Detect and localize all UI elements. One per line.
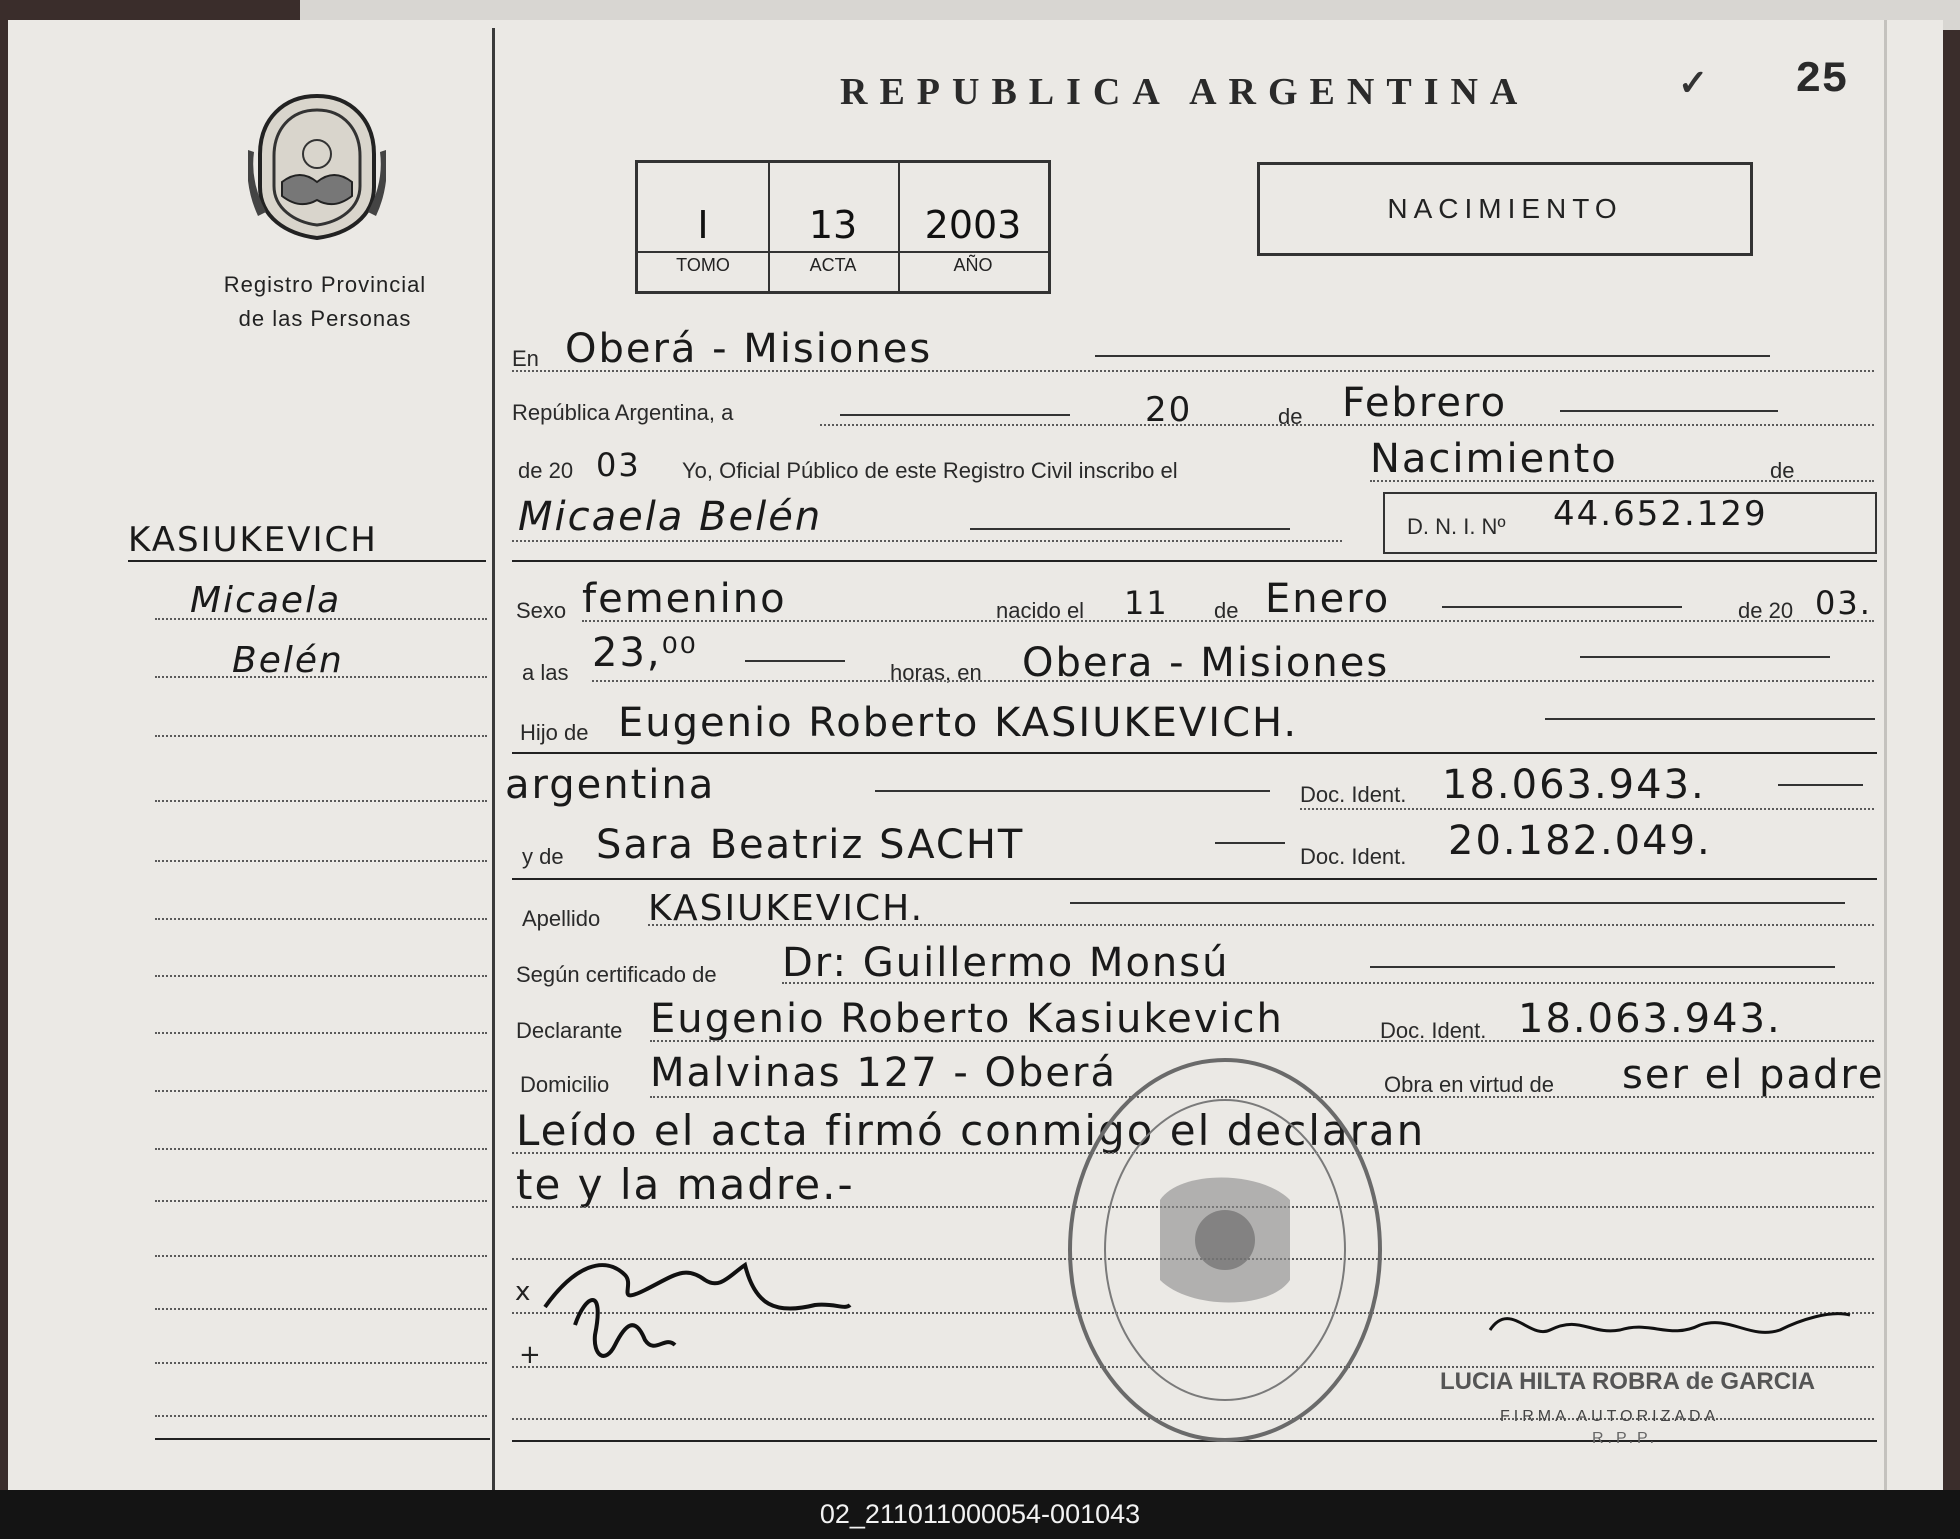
ano-label: AÑO bbox=[953, 255, 993, 275]
document-title: REPUBLICA ARGENTINA bbox=[840, 71, 1530, 113]
fill-line bbox=[875, 790, 1270, 792]
margin-line bbox=[155, 1200, 487, 1202]
section-rule bbox=[512, 752, 1877, 754]
official-role: FIRMA AUTORIZADA bbox=[1500, 1408, 1720, 1425]
section-rule bbox=[512, 878, 1877, 880]
svg-text:x: x bbox=[515, 1277, 531, 1307]
fill-line bbox=[1580, 656, 1830, 658]
mother-doc: 20.182.049. bbox=[1448, 818, 1712, 864]
apellido-value: KASIUKEVICH. bbox=[648, 888, 925, 929]
day-value: 20 bbox=[1145, 390, 1193, 430]
y-de-label: y de bbox=[522, 844, 564, 869]
official-text: Yo, Oficial Público de este Registro Civil inscribo el bbox=[682, 458, 1178, 483]
nacido-label: nacido el bbox=[996, 598, 1085, 623]
registry-label-line2: de las Personas bbox=[238, 306, 412, 331]
fill-line bbox=[1370, 966, 1835, 968]
margin-line bbox=[155, 975, 487, 977]
official-signature bbox=[1470, 1290, 1870, 1360]
doc-label-2: Doc. Ident. bbox=[1300, 844, 1407, 869]
republica-label: República Argentina, a bbox=[512, 400, 734, 425]
page-number: 25 bbox=[1795, 55, 1848, 105]
declarant-signatures bbox=[515, 1245, 855, 1375]
ano-value: 2003 bbox=[924, 203, 1022, 247]
form-line bbox=[820, 424, 1874, 426]
margin-first-name: Micaela bbox=[190, 580, 342, 621]
form-line bbox=[782, 982, 1874, 984]
a-las-label: a las bbox=[522, 660, 569, 685]
margin-line bbox=[155, 735, 487, 737]
record-type-box: NACIMIENTO bbox=[1257, 162, 1753, 256]
obra-value: ser el padre bbox=[1622, 1052, 1885, 1098]
dni-label: D. N. I. Nº bbox=[1407, 514, 1506, 539]
margin-line bbox=[155, 618, 487, 620]
child-name: Micaela Belén bbox=[518, 494, 823, 540]
margin-line bbox=[155, 1148, 487, 1150]
closing-line-1: Leído el acta firmó conmigo el declaran bbox=[516, 1106, 1426, 1155]
margin-rule-bottom bbox=[155, 1438, 490, 1440]
fill-line bbox=[1560, 410, 1778, 412]
obra-label: Obra en virtud de bbox=[1384, 1072, 1554, 1097]
acta-cell bbox=[768, 163, 900, 291]
fill-line bbox=[1070, 902, 1845, 904]
domicilio-value: Malvinas 127 - Oberá bbox=[650, 1050, 1117, 1096]
fill-line bbox=[1095, 355, 1770, 357]
dni-box bbox=[1383, 492, 1877, 554]
form-line bbox=[582, 620, 1874, 622]
mother-name: Sara Beatriz SACHT bbox=[596, 822, 1025, 868]
margin-line bbox=[155, 676, 487, 678]
margin-line bbox=[155, 1308, 487, 1310]
fill-line bbox=[745, 660, 845, 662]
father-doc: 18.063.943. bbox=[1442, 762, 1706, 808]
birth-year-prefix: de 20 bbox=[1738, 598, 1794, 623]
birth-hour: 23,⁰⁰ bbox=[592, 630, 698, 676]
margin-line bbox=[155, 1090, 487, 1092]
fill-line bbox=[1545, 718, 1875, 720]
year-value: 03 bbox=[596, 446, 641, 484]
ano-cell bbox=[898, 163, 1048, 291]
de-label-3: de bbox=[1214, 598, 1239, 623]
doc-label-3: Doc. Ident. bbox=[1380, 1018, 1487, 1043]
father-name: Eugenio Roberto KASIUKEVICH. bbox=[618, 700, 1299, 746]
right-margin-rule bbox=[1884, 20, 1887, 1490]
apellido-label: Apellido bbox=[522, 906, 601, 931]
de-label-2: de bbox=[1770, 458, 1795, 483]
birth-place: Obera - Misiones bbox=[1022, 640, 1390, 686]
provincial-coat-of-arms bbox=[248, 92, 386, 240]
official-name: LUCIA HILTA ROBRA de GARCIA bbox=[1440, 1368, 1816, 1395]
scan-id-footer: 02_211011000054-001043 bbox=[0, 1490, 1960, 1539]
dni-value: 44.652.129 bbox=[1553, 494, 1768, 534]
record-value: Nacimiento bbox=[1370, 436, 1618, 482]
margin-line bbox=[155, 800, 487, 802]
certificado-label: Según certificado de bbox=[516, 962, 717, 987]
en-label: En bbox=[512, 346, 539, 371]
place-value: Oberá - Misiones bbox=[565, 326, 933, 372]
declarante-label: Declarante bbox=[516, 1018, 623, 1043]
fill-line bbox=[1442, 606, 1682, 608]
fill-line bbox=[1778, 784, 1863, 786]
form-line bbox=[512, 370, 1874, 372]
check-mark-icon: ✓ bbox=[1678, 62, 1709, 103]
fill-line bbox=[970, 528, 1290, 530]
sexo-value: femenino bbox=[582, 576, 787, 622]
form-line bbox=[650, 1040, 1874, 1042]
acta-label: ACTA bbox=[809, 255, 857, 275]
margin-surname: KASIUKEVICH bbox=[128, 520, 378, 560]
svg-text:+: + bbox=[519, 1340, 541, 1370]
margin-divider bbox=[492, 28, 495, 1490]
father-nationality: argentina bbox=[505, 762, 716, 808]
form-line bbox=[1370, 480, 1874, 482]
birth-month: Enero bbox=[1265, 576, 1391, 622]
form-line bbox=[512, 540, 1342, 542]
official-registry-stamp bbox=[1060, 1050, 1390, 1450]
form-line bbox=[648, 924, 1874, 926]
horas-label: horas, en bbox=[890, 660, 982, 685]
form-line bbox=[592, 680, 1874, 682]
form-line bbox=[1300, 808, 1874, 810]
declarante-value: Eugenio Roberto Kasiukevich bbox=[650, 996, 1284, 1042]
margin-line bbox=[155, 1415, 487, 1417]
doc-label: Doc. Ident. bbox=[1300, 782, 1407, 807]
margin-rule-surname bbox=[128, 560, 486, 562]
fill-line bbox=[1215, 842, 1285, 844]
margin-line bbox=[155, 918, 487, 920]
de-label: de bbox=[1278, 404, 1303, 429]
official-org: R.P.P. bbox=[1592, 1430, 1659, 1447]
certificado-value: Dr: Guillermo Monsú bbox=[782, 940, 1230, 986]
margin-line bbox=[155, 1255, 487, 1257]
section-rule bbox=[512, 560, 1877, 562]
registry-label-line1: Registro Provincial bbox=[223, 272, 427, 297]
margin-line bbox=[155, 1032, 487, 1034]
margin-line bbox=[155, 860, 487, 862]
year-prefix: de 20 bbox=[518, 458, 574, 483]
fill-line bbox=[840, 414, 1070, 416]
domicilio-label: Domicilio bbox=[520, 1072, 610, 1097]
hijo-label: Hijo de bbox=[520, 720, 589, 745]
tomo-value: I bbox=[697, 203, 709, 247]
margin-line bbox=[155, 1362, 487, 1364]
birth-day: 11 bbox=[1124, 584, 1169, 622]
month-value: Febrero bbox=[1342, 380, 1508, 426]
closing-line-2: te y la madre.- bbox=[516, 1160, 855, 1209]
acta-value: 13 bbox=[808, 203, 858, 247]
tomo-label: TOMO bbox=[676, 255, 730, 275]
tomo-cell bbox=[638, 163, 770, 291]
act-reference-box bbox=[635, 160, 1051, 294]
declarante-doc: 18.063.943. bbox=[1518, 996, 1782, 1042]
margin-second-name: Belén bbox=[232, 640, 344, 681]
birth-year: 03. bbox=[1815, 584, 1872, 622]
sexo-label: Sexo bbox=[516, 598, 567, 623]
